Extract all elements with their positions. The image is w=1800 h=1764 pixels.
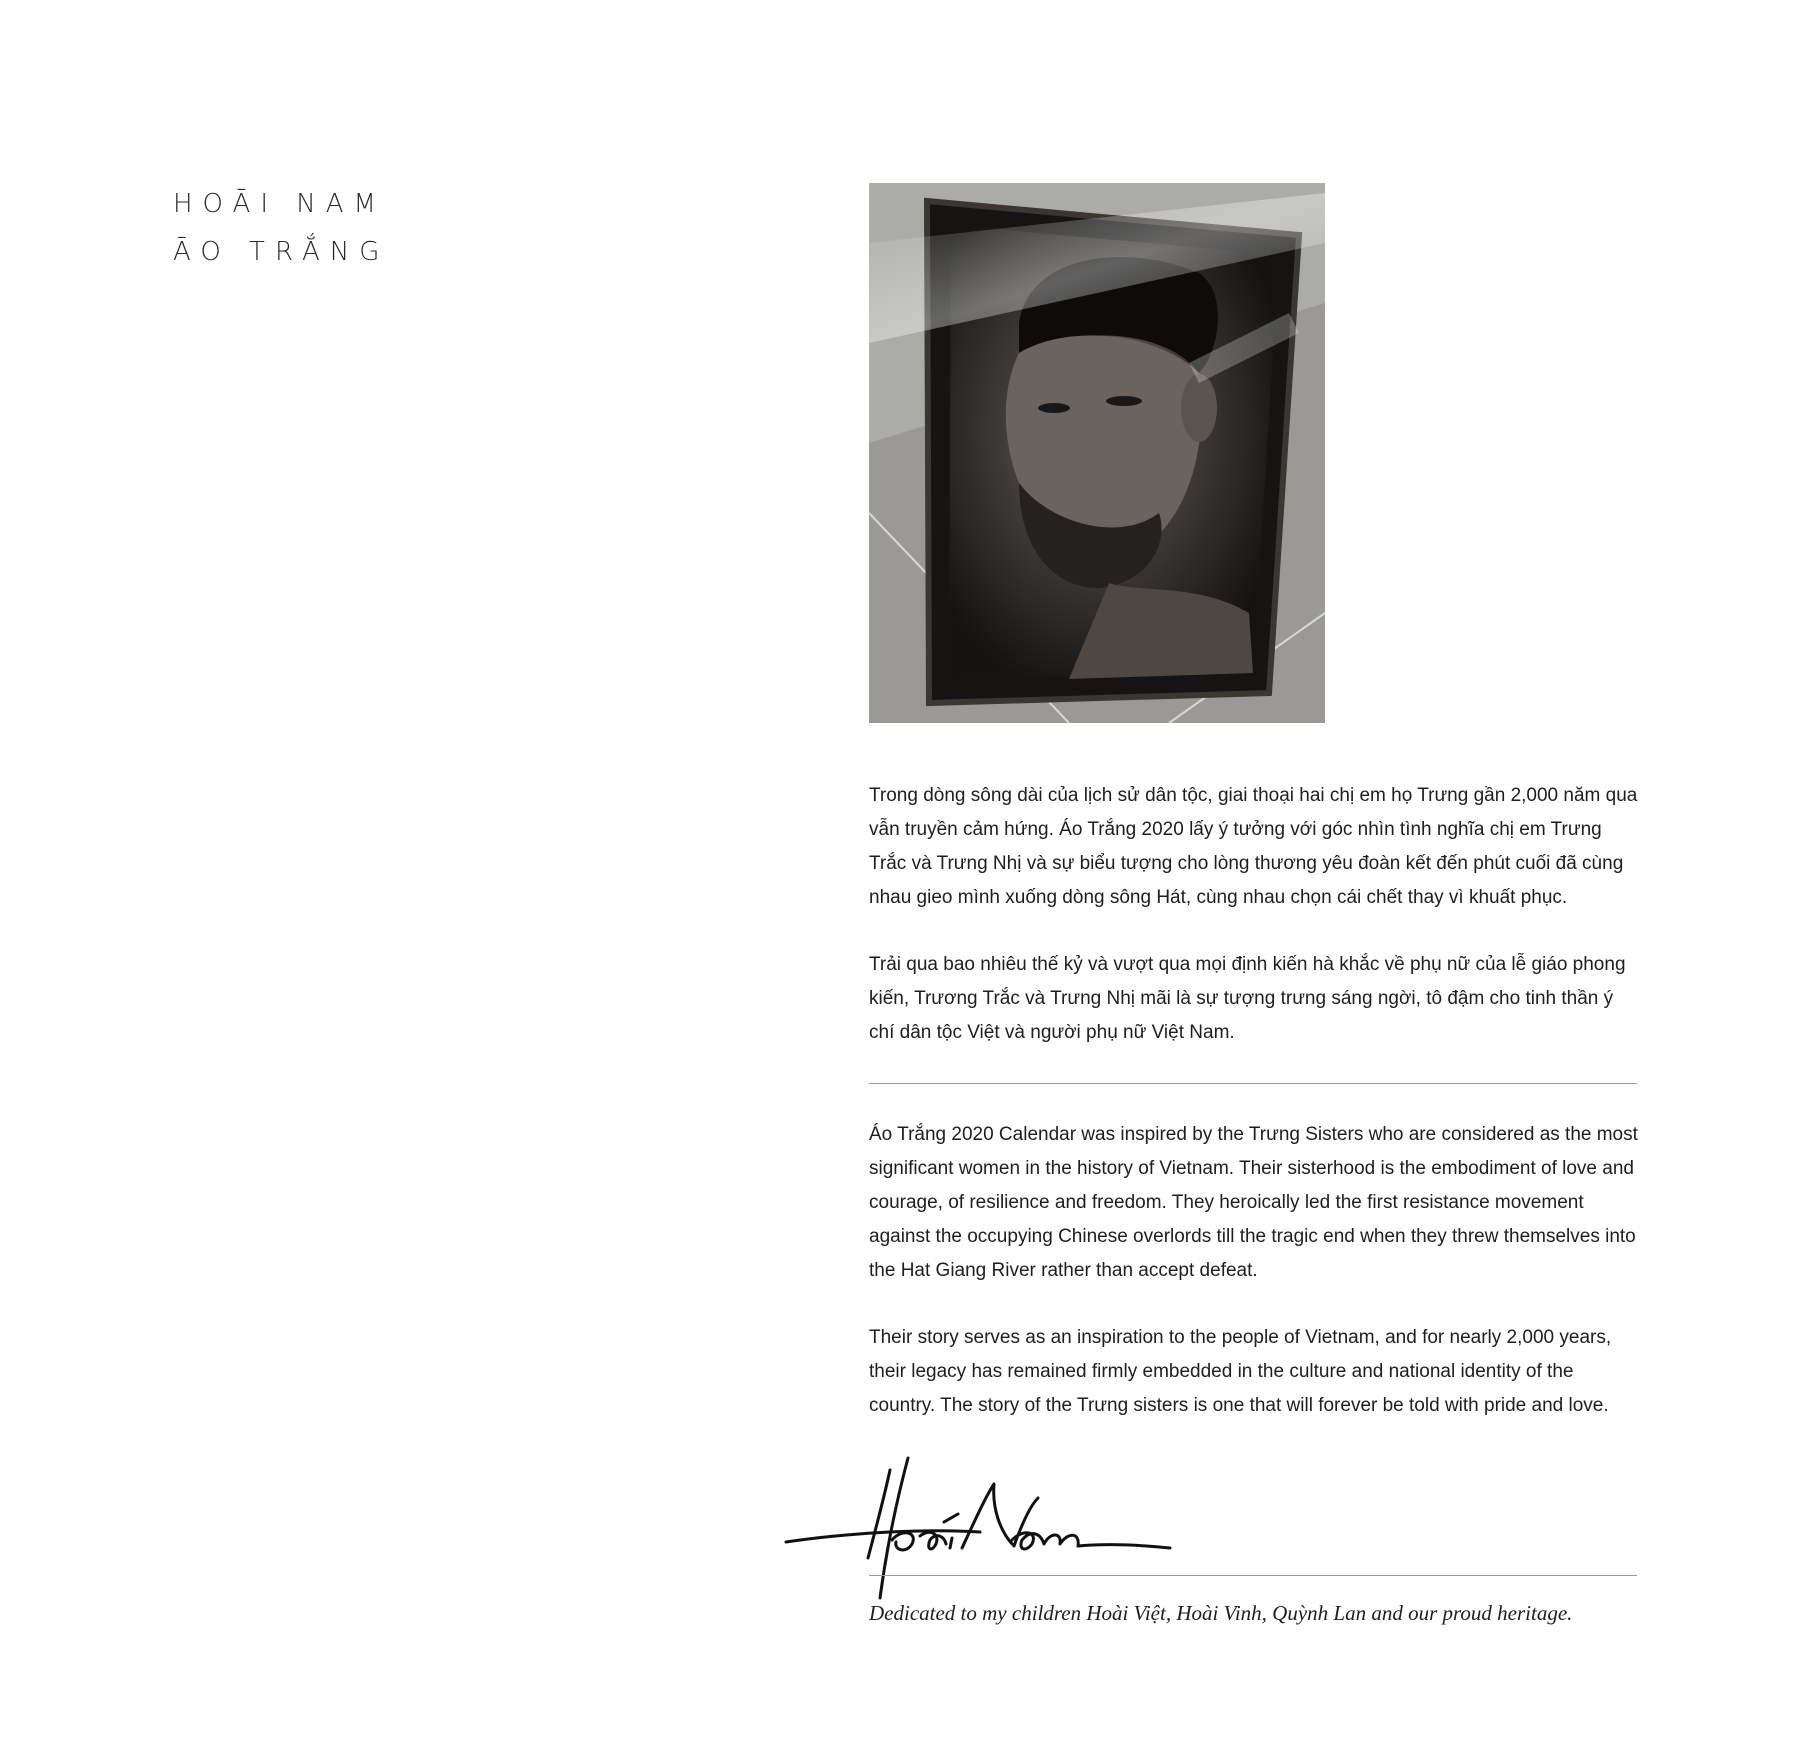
english-paragraph-2: Their story serves as an inspiration to the people of Vietnam, and for nearly 2,000 years, their legacy has remained firmly embedded in the culture and national identity of the country. The story of the Trưng sisters is one that will forever be told with pride and love. bbox=[869, 1327, 1612, 1416]
collection-title: ĀO TRẮNG bbox=[173, 237, 390, 267]
title-block bbox=[173, 180, 389, 276]
vietnamese-paragraph-1: Trong dòng sông dài của lịch sử dân tộc, giai thoại hai chị em họ Trưng gần 2,000 năm qua vẫn truyền cảm hứng. Áo Trắng 2020 lấy ý tưởng với góc nhìn tình nghĩa chị em Trưng Trắc và Trưng Nhị và sự biểu tượng cho lòng thương yêu đoàn kết đến phút cuối đã cùng nhau gieo mình xuống dòng sông Hát, cùng nhau chọn cái chết thay vì khuất phục. bbox=[869, 785, 1638, 908]
section-divider bbox=[869, 1083, 1637, 1084]
portrait-photo bbox=[869, 183, 1325, 723]
english-paragraph-1: Áo Trắng 2020 Calendar was inspired by the Trưng Sisters who are considered as the most significant women in the history of Vietnam. Their sisterhood is the embodiment of love and courage, of resilience and freedom. They heroically led the first resistance movement against the occupying Chinese overlords till the tragic end when they threw themselves into the Hat Giang River rather than accept defeat. bbox=[869, 1124, 1638, 1281]
artist-name: HOĀI NAM bbox=[173, 189, 386, 219]
signature-graphic bbox=[780, 1448, 1180, 1606]
portrait-photo-graphic bbox=[869, 183, 1325, 723]
signature-divider bbox=[869, 1575, 1637, 1576]
vietnamese-paragraph-2: Trải qua bao nhiêu thế kỷ và vượt qua mọi định kiến hà khắc về phụ nữ của lễ giáo phong kiến, Trương Trắc và Trưng Nhị mãi là sự tượng trưng sáng ngời, tô đậm cho tinh thần ý chí dân tộc Việt và người phụ nữ Việt Nam. bbox=[869, 954, 1626, 1043]
handwritten-signature bbox=[780, 1448, 1180, 1606]
dedication-text: Dedicated to my children Hoài Việt, Hoài Vinh, Quỳnh Lan and our proud heritage. bbox=[869, 1601, 1573, 1625]
